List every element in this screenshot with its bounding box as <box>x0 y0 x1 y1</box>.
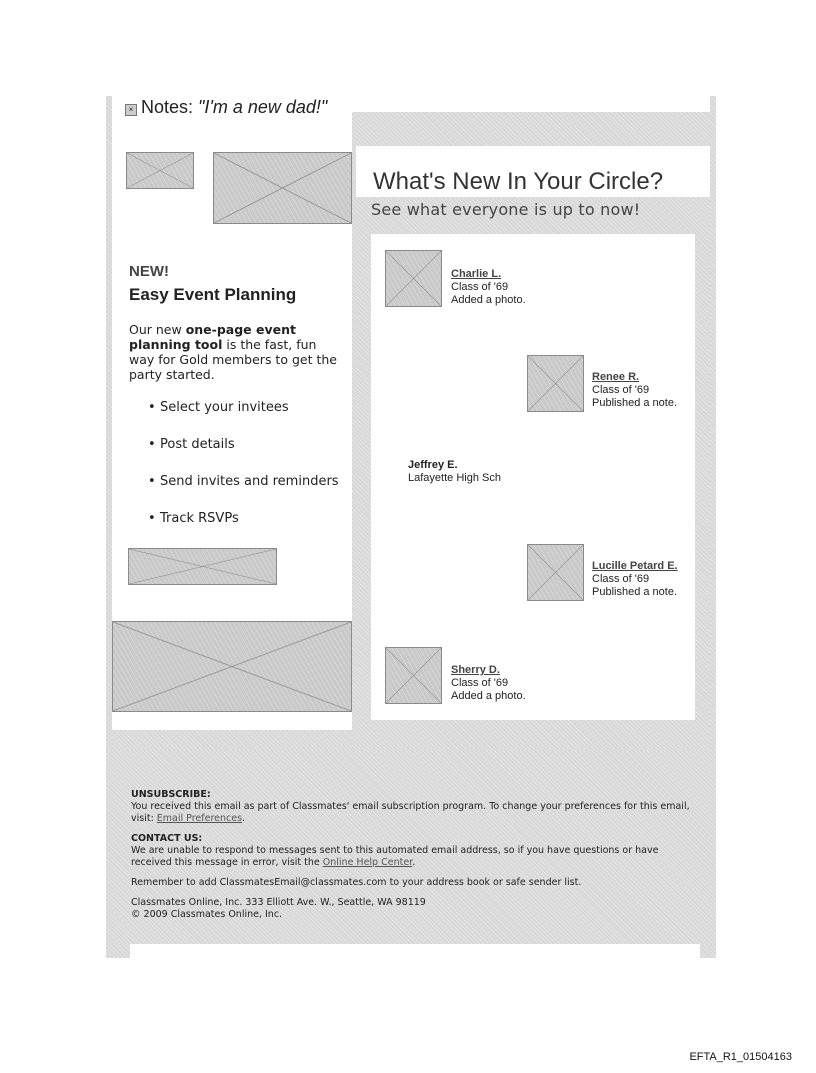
member-link[interactable]: Renee R. <box>592 371 640 383</box>
left-bottom-band <box>112 730 352 750</box>
image-placeholder-medium <box>213 152 352 224</box>
member-link[interactable]: Sherry D. <box>451 664 500 676</box>
notes-band-right <box>352 112 710 146</box>
member-activity: Added a photo. <box>451 294 526 306</box>
promo-body-pre: Our new <box>129 322 186 337</box>
member-photo[interactable] <box>527 544 584 601</box>
document-id: EFTA_R1_01504163 <box>689 1051 792 1063</box>
banner-image-placeholder[interactable] <box>112 621 352 712</box>
member-name: Jeffrey E. <box>408 459 458 471</box>
copyright: © 2009 Classmates Online, Inc. <box>131 909 283 920</box>
online-help-center-link[interactable]: Online Help Center <box>322 857 413 868</box>
promo-title: Easy Event Planning <box>129 285 297 304</box>
member-class: Class of '69 <box>592 384 650 396</box>
promo-body <box>129 322 344 382</box>
member-school: Lafayette High Sch <box>408 472 501 484</box>
footer-bottom-left <box>106 944 130 958</box>
circle-item <box>408 459 501 485</box>
member-photo[interactable] <box>385 647 442 704</box>
member-activity: Published a note. <box>592 397 678 409</box>
image-placeholder-small <box>126 152 194 189</box>
notes-quote: "I'm a new dad!" <box>198 97 328 117</box>
promo-new-label: NEW! <box>129 263 169 280</box>
email-preferences-link[interactable]: Email Preferences <box>156 813 243 824</box>
promo-bullet: • Select your invitees <box>160 400 289 415</box>
contact-heading: CONTACT US: <box>131 833 203 844</box>
notes-label: Notes: <box>141 97 194 117</box>
broken-image-icon: × <box>125 104 137 116</box>
circle-subtitle: See what everyone is up to now! <box>371 200 641 219</box>
member-activity: Added a photo. <box>451 690 526 702</box>
promo-bullet: • Send invites and reminders <box>160 474 339 489</box>
member-link[interactable]: Charlie L. <box>451 268 502 280</box>
notes-line <box>125 97 327 118</box>
promo-bullet-list <box>160 400 350 530</box>
footer-text: UNSUBSCRIBE: You received this email as part of Classmates' email subscription program. To change your preferences for this email, visit: Email Preferences. CONTACT US: We are unable to respond to messages sent to this automated email address, so if you have questions or have received this message in error, visit the Online Help Center. Remember to add ClassmatesEmail@classmates.com to your address book or safe sender list. Classmates Online, Inc. 333 Elliott Ave. W., Seattle, WA 98119 © 2009 Classmates Online, Inc. <box>131 789 690 920</box>
member-photo[interactable] <box>385 250 442 307</box>
circle-title: What's New In Your Circle? <box>373 168 664 195</box>
footer-bottom-right <box>700 944 716 958</box>
member-class: Class of '69 <box>451 677 509 689</box>
company-address: Classmates Online, Inc. 333 Elliott Ave. W., Seattle, WA 98119 <box>131 897 426 908</box>
promo-body-post: is the fast, fun way for Gold members to get the party started. <box>129 337 337 382</box>
member-photo[interactable] <box>527 355 584 412</box>
unsubscribe-heading: UNSUBSCRIBE: <box>131 789 211 800</box>
member-class: Class of '69 <box>592 573 650 585</box>
promo-bullet: • Track RSVPs <box>160 511 239 526</box>
safe-sender-note: Remember to add ClassmatesEmail@classmates.com to your address book or safe sender list. <box>131 877 582 888</box>
circle-item <box>451 664 526 703</box>
cta-image-button[interactable] <box>128 548 277 585</box>
member-class: Class of '69 <box>451 281 509 293</box>
member-link[interactable]: Lucille Petard E. <box>592 560 678 572</box>
unsubscribe-text: You received this email as part of Classmates' email subscription program. To change your preferences for this email, visit: <box>131 801 690 824</box>
contact-text: We are unable to respond to messages sent to this automated email address, so if you have questions or have received this message in error, visit the <box>131 845 659 868</box>
circle-item <box>592 371 677 410</box>
circle-item <box>451 268 526 307</box>
circle-content <box>371 234 695 720</box>
circle-item <box>592 560 678 599</box>
promo-bullet: • Post details <box>160 437 235 452</box>
promo-body-bold: one-page event planning tool <box>129 322 296 352</box>
member-activity: Published a note. <box>592 586 678 598</box>
